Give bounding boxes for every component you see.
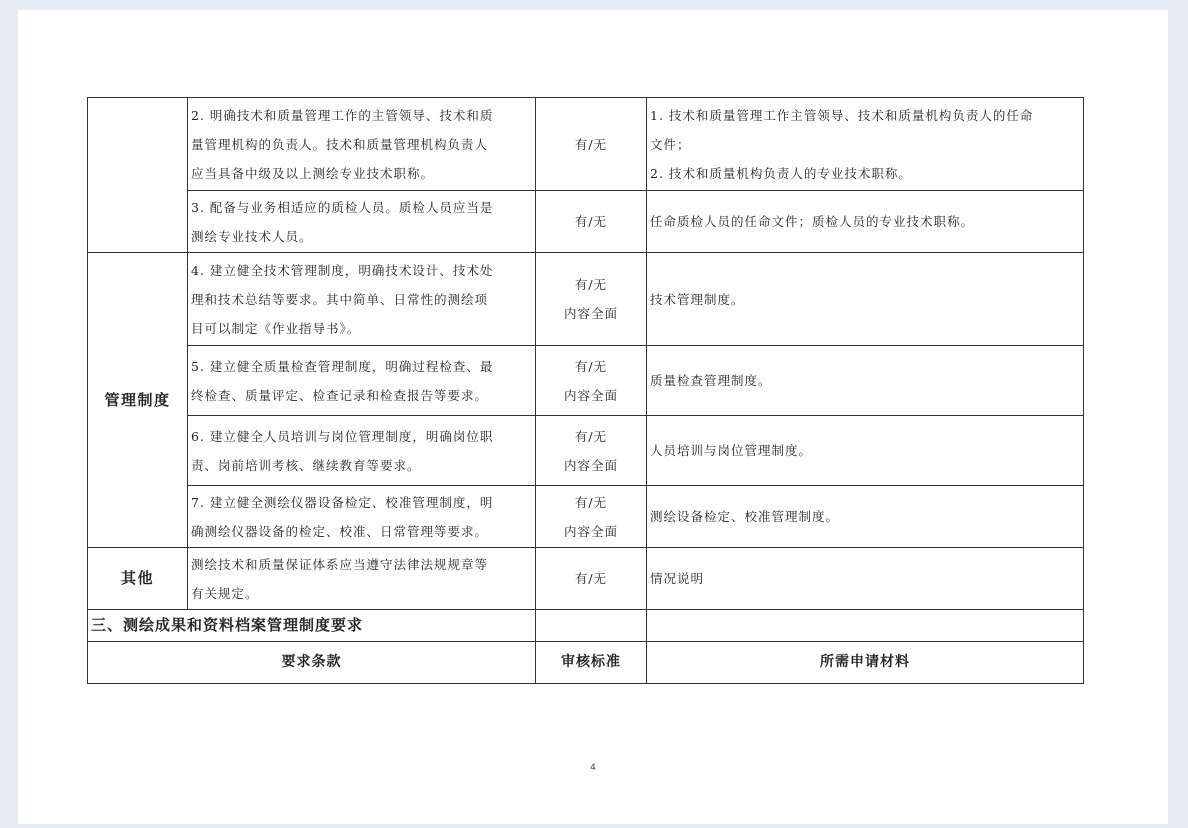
section-title: 三、测绘成果和资料档案管理制度要求 — [88, 610, 536, 642]
table-row — [88, 191, 1084, 253]
standard-cell: 有/无 内容全面 — [536, 346, 647, 416]
page-number: 4 — [590, 763, 596, 773]
table-row — [88, 98, 1084, 191]
materials-cell: 任命质检人员的任命文件；质检人员的专业技术职称。 — [647, 191, 1084, 253]
standard-cell: 有/无 — [536, 548, 647, 610]
standard-cell: 有/无 内容全面 — [536, 416, 647, 486]
empty-cell — [536, 610, 647, 642]
standard-cell: 有/无 内容全面 — [536, 253, 647, 346]
clause-cell: 4. 建立健全技术管理制度，明确技术设计、技术处 理和技术总结等要求。其中简单、日常性的测绘项 目可以制定《作业指导书》。 — [188, 253, 536, 346]
table-row — [88, 486, 1084, 548]
section-heading-row — [88, 610, 1084, 642]
standard-cell: 有/无 — [536, 98, 647, 191]
clause-cell: 2. 明确技术和质量管理工作的主管领导、技术和质 量管理机构的负责人。技术和质量管理机构负责人 应当具备中级及以上测绘专业技术职称。 — [188, 98, 536, 191]
empty-cell — [647, 610, 1084, 642]
document-page — [18, 10, 1168, 824]
clause-cell: 3. 配备与业务相适应的质检人员。质检人员应当是 测绘专业技术人员。 — [188, 191, 536, 253]
category-cell-management: 管理制度 — [88, 253, 188, 548]
header-clause: 要求条款 — [88, 642, 536, 684]
table-row — [88, 548, 1084, 610]
header-standard: 审核标准 — [536, 642, 647, 684]
table-row — [88, 346, 1084, 416]
table-row — [88, 253, 1084, 346]
standard-cell: 有/无 内容全面 — [536, 486, 647, 548]
materials-cell: 测绘设备检定、校准管理制度。 — [647, 486, 1084, 548]
clause-cell: 5. 建立健全质量检查管理制度，明确过程检查、最 终检查、质量评定、检查记录和检查报告等要求。 — [188, 346, 536, 416]
materials-cell: 技术管理制度。 — [647, 253, 1084, 346]
table-row — [88, 416, 1084, 486]
materials-cell: 人员培训与岗位管理制度。 — [647, 416, 1084, 486]
clause-cell: 测绘技术和质量保证体系应当遵守法律法规规章等 有关规定。 — [188, 548, 536, 610]
standard-cell: 有/无 — [536, 191, 647, 253]
materials-cell: 1. 技术和质量管理工作主管领导、技术和质量机构负责人的任命 文件； 2. 技术和质量机构负责人的专业技术职称。 — [647, 98, 1084, 191]
materials-cell: 质量检查管理制度。 — [647, 346, 1084, 416]
category-cell-other: 其他 — [88, 548, 188, 610]
clause-cell: 6. 建立健全人员培训与岗位管理制度，明确岗位职 责、岗前培训考核、继续教育等要求。 — [188, 416, 536, 486]
requirements-table — [87, 97, 1084, 684]
header-materials: 所需申请材料 — [647, 642, 1084, 684]
category-cell-continued — [88, 98, 188, 253]
table-header-row — [88, 642, 1084, 684]
materials-cell: 情况说明 — [647, 548, 1084, 610]
clause-cell: 7. 建立健全测绘仪器设备检定、校准管理制度，明 确测绘仪器设备的检定、校准、日常管理等要求。 — [188, 486, 536, 548]
